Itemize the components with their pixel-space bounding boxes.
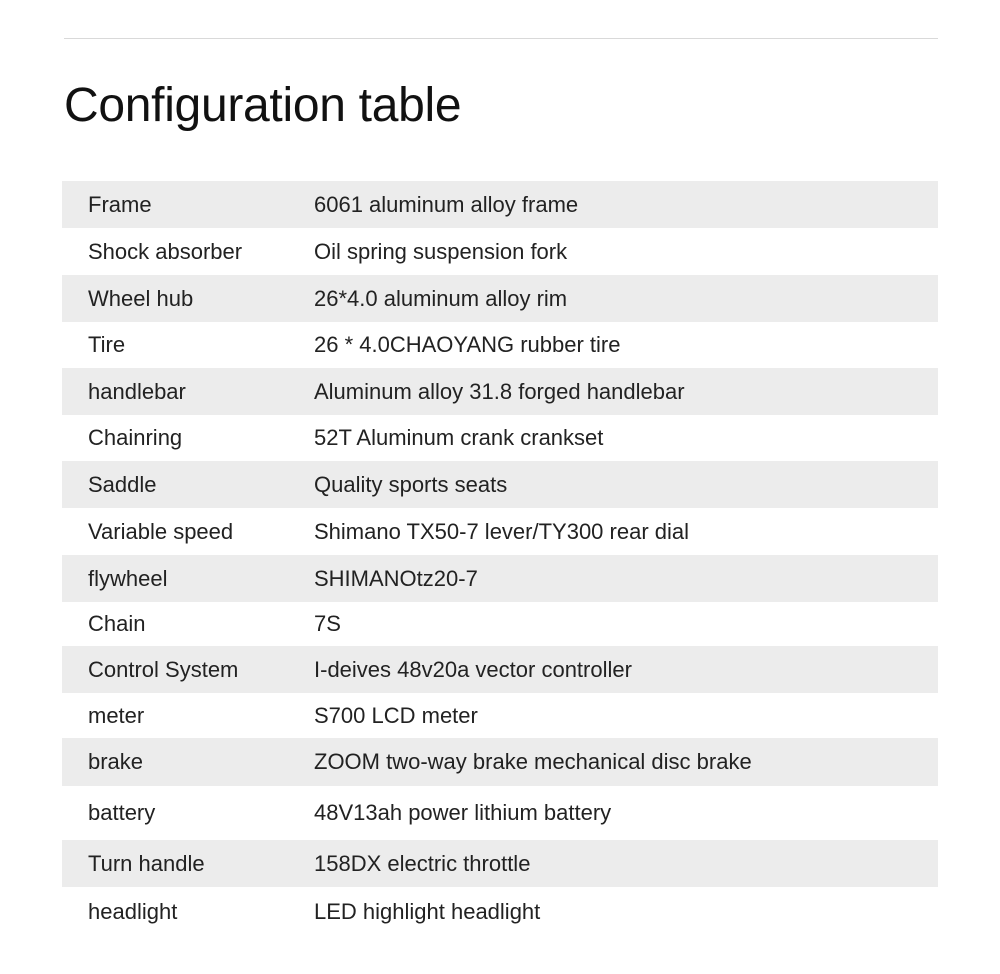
row-label: brake	[88, 749, 144, 774]
table-row	[62, 461, 938, 508]
table-row	[62, 693, 938, 738]
row-label: Control System	[88, 656, 239, 682]
row-value: 7S	[314, 611, 341, 636]
row-label: handlebar	[88, 378, 186, 404]
row-value: ZOOM two-way brake mechanical disc brake	[314, 749, 752, 774]
table-row	[62, 415, 938, 461]
table-row	[62, 322, 938, 368]
row-value: 48V13ah power lithium battery	[314, 800, 612, 825]
row-value: Quality sports seats	[314, 471, 508, 497]
row-label: headlight	[88, 899, 178, 924]
row-label: Saddle	[88, 471, 157, 497]
configuration-table	[62, 181, 938, 937]
row-label: Turn handle	[88, 850, 205, 876]
table-row	[62, 228, 938, 275]
table-row	[62, 840, 938, 887]
row-value: SHIMANOtz20-7	[314, 565, 478, 591]
table-row	[62, 602, 938, 646]
table-row	[62, 555, 938, 602]
row-value: I-deives 48v20a vector controller	[314, 656, 632, 682]
row-value: 158DX electric throttle	[314, 850, 531, 876]
table-row	[62, 786, 938, 840]
row-value: Aluminum alloy 31.8 forged handlebar	[314, 378, 685, 404]
row-label: meter	[88, 702, 145, 728]
row-label: Frame	[88, 191, 152, 217]
row-label: Chain	[88, 611, 146, 636]
table-row	[62, 738, 938, 786]
row-value: LED highlight headlight	[314, 899, 541, 924]
row-label: Variable speed	[88, 518, 234, 544]
row-label: Chainring	[88, 425, 183, 450]
table-row	[62, 887, 938, 937]
row-value: 52T Aluminum crank crankset	[314, 425, 604, 450]
row-label: battery	[88, 800, 156, 825]
table-row	[62, 275, 938, 322]
table-row	[62, 508, 938, 555]
row-value: 26 * 4.0CHAOYANG rubber tire	[314, 332, 621, 357]
row-label: Wheel hub	[88, 285, 194, 311]
table-row	[62, 368, 938, 415]
row-value: 6061 aluminum alloy frame	[314, 191, 579, 217]
page-title: Configuration table	[64, 79, 462, 132]
row-label: Tire	[88, 332, 126, 357]
row-value: S700 LCD meter	[314, 702, 478, 728]
row-value: Oil spring suspension fork	[314, 238, 568, 264]
table-row	[62, 646, 938, 693]
row-label: Shock absorber	[88, 238, 243, 264]
table-row	[62, 181, 938, 228]
row-label: flywheel	[88, 565, 168, 591]
top-divider	[64, 38, 938, 39]
row-value: 26*4.0 aluminum alloy rim	[314, 285, 568, 311]
row-value: Shimano TX50-7 lever/TY300 rear dial	[314, 518, 690, 544]
